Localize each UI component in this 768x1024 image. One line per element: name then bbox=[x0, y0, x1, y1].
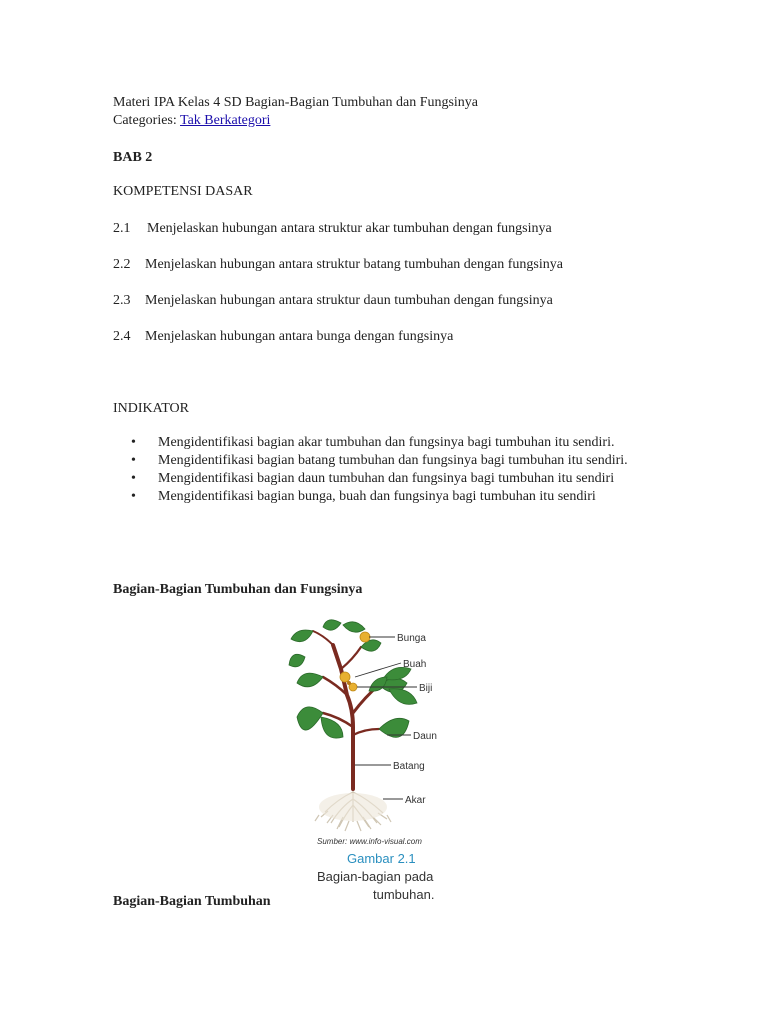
figure-caption-line1: Bagian-bagian pada bbox=[317, 869, 434, 884]
root-mass bbox=[319, 793, 387, 821]
indikator-heading: INDIKATOR bbox=[113, 401, 189, 416]
indikator-text: Mengidentifikasi bagian akar tumbuhan dan fungsinya bagi tumbuhan itu sendiri. bbox=[158, 435, 615, 450]
kompetensi-number: 2.4 bbox=[113, 329, 131, 344]
label-daun: Daun bbox=[413, 731, 437, 742]
label-akar: Akar bbox=[405, 795, 426, 806]
label-batang: Batang bbox=[393, 761, 425, 772]
indikator-text: Mengidentifikasi bagian batang tumbuhan dan fungsinya bagi tumbuhan itu sendiri. bbox=[158, 453, 628, 468]
kompetensi-text: Menjelaskan hubungan antara struktur akar tumbuhan dengan fungsinya bbox=[147, 221, 552, 236]
plant-diagram bbox=[283, 617, 453, 907]
figure-number: Gambar 2.1 bbox=[347, 851, 416, 866]
chapter-heading: BAB 2 bbox=[113, 150, 153, 165]
label-biji: Biji bbox=[419, 683, 433, 694]
indikator-item bbox=[113, 470, 673, 488]
section-heading: Bagian-Bagian Tumbuhan dan Fungsinya bbox=[113, 582, 363, 597]
figure-caption-line2: tumbuhan. bbox=[373, 887, 435, 902]
figure-source: Sumber: www.info-visual.com bbox=[317, 837, 422, 846]
label-buah: Buah bbox=[403, 659, 427, 670]
kompetensi-item bbox=[113, 220, 552, 238]
indikator-list bbox=[113, 434, 673, 506]
kompetensi-item bbox=[113, 328, 453, 346]
kompetensi-text: Menjelaskan hubungan antara bunga dengan fungsinya bbox=[145, 329, 454, 344]
flowers-illustration bbox=[340, 632, 370, 691]
indikator-text: Mengidentifikasi bagian daun tumbuhan dan fungsinya bagi tumbuhan itu sendiri bbox=[158, 471, 615, 486]
category-link[interactable]: Tak Berkategori bbox=[180, 113, 271, 128]
bullet-icon: • bbox=[131, 453, 136, 468]
kompetensi-text: Menjelaskan hubungan antara struktur daun tumbuhan dengan fungsinya bbox=[145, 293, 553, 308]
kompetensi-text: Menjelaskan hubungan antara struktur batang tumbuhan dengan fungsinya bbox=[145, 257, 563, 272]
plant-figure bbox=[283, 617, 453, 907]
kompetensi-item bbox=[113, 292, 553, 310]
kompetensi-number: 2.1 bbox=[113, 221, 131, 236]
document-title: Materi IPA Kelas 4 SD Bagian-Bagian Tumbuhan dan Fungsinya bbox=[113, 95, 479, 110]
indikator-text: Mengidentifikasi bagian bunga, buah dan fungsinya bagi tumbuhan itu sendiri bbox=[158, 489, 596, 504]
indikator-item bbox=[113, 452, 673, 470]
categories-line bbox=[113, 112, 270, 130]
indikator-item bbox=[113, 488, 673, 506]
kompetensi-number: 2.2 bbox=[113, 257, 131, 272]
bullet-icon: • bbox=[131, 435, 136, 450]
kompetensi-heading: KOMPETENSI DASAR bbox=[113, 184, 253, 199]
indikator-item bbox=[113, 434, 673, 452]
bullet-icon: • bbox=[131, 489, 136, 504]
kompetensi-number: 2.3 bbox=[113, 293, 131, 308]
label-bunga: Bunga bbox=[397, 633, 426, 644]
subsection-heading: Bagian-Bagian Tumbuhan bbox=[113, 894, 271, 909]
kompetensi-item bbox=[113, 256, 563, 274]
bullet-icon: • bbox=[131, 471, 136, 486]
categories-label: Categories: bbox=[113, 113, 177, 128]
